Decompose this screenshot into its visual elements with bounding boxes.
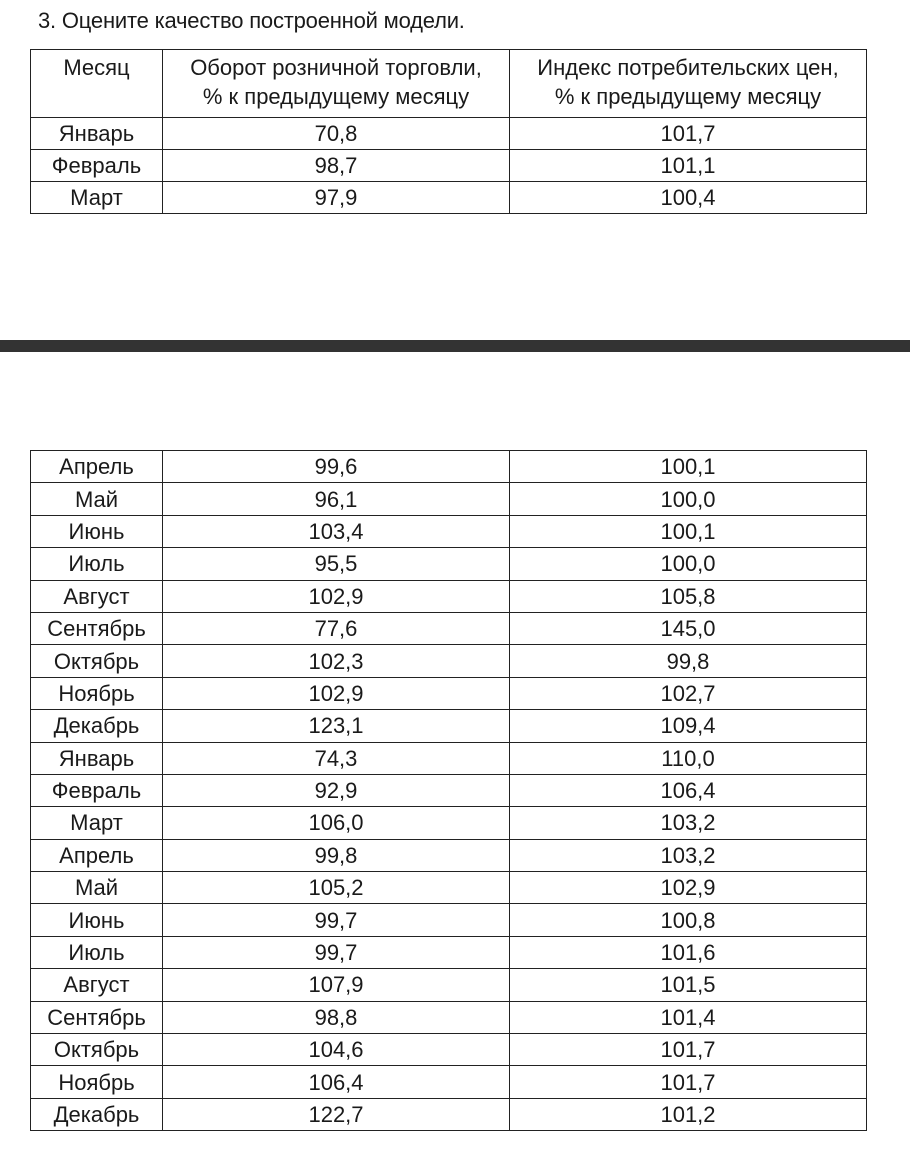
month-cell: Февраль <box>31 150 163 182</box>
table-row <box>31 645 867 677</box>
month-cell: Сентябрь <box>31 1001 163 1033</box>
month-cell: Декабрь <box>31 710 163 742</box>
table-row <box>31 710 867 742</box>
turnover-cell: 107,9 <box>163 969 510 1001</box>
month-cell: Февраль <box>31 774 163 806</box>
header-turnover <box>163 50 510 118</box>
turnover-cell: 106,4 <box>163 1066 510 1098</box>
turnover-cell: 122,7 <box>163 1098 510 1130</box>
table-row <box>31 1066 867 1098</box>
data-table-bottom <box>30 450 867 1131</box>
cpi-cell: 100,1 <box>510 515 867 547</box>
header-cpi-line1: Индекс потребительских цен, <box>537 55 839 80</box>
cpi-cell: 101,6 <box>510 936 867 968</box>
table-row <box>31 677 867 709</box>
table-row <box>31 904 867 936</box>
table-row <box>31 969 867 1001</box>
turnover-cell: 123,1 <box>163 710 510 742</box>
turnover-cell: 92,9 <box>163 774 510 806</box>
table-row <box>31 612 867 644</box>
header-month-label: Месяц <box>63 55 130 80</box>
month-cell: Январь <box>31 118 163 150</box>
turnover-cell: 98,8 <box>163 1001 510 1033</box>
month-cell: Август <box>31 580 163 612</box>
task-heading: 3. Оцените качество построенной модели. <box>38 8 465 33</box>
month-cell: Июнь <box>31 515 163 547</box>
table-row <box>31 1034 867 1066</box>
cpi-cell: 101,1 <box>510 150 867 182</box>
turnover-cell: 95,5 <box>163 548 510 580</box>
header-turnover-line1: Оборот розничной торговли, <box>190 55 482 80</box>
month-cell: Апрель <box>31 451 163 483</box>
turnover-cell: 74,3 <box>163 742 510 774</box>
table-row <box>31 150 867 182</box>
month-cell: Июль <box>31 936 163 968</box>
table-row <box>31 1001 867 1033</box>
cpi-cell: 145,0 <box>510 612 867 644</box>
header-cpi-line2: % к предыдущему месяцу <box>554 84 822 109</box>
turnover-cell: 99,8 <box>163 839 510 871</box>
table-row <box>31 807 867 839</box>
cpi-cell: 100,1 <box>510 451 867 483</box>
cpi-cell: 100,0 <box>510 483 867 515</box>
table-row <box>31 580 867 612</box>
table-row <box>31 774 867 806</box>
table-row <box>31 451 867 483</box>
turnover-cell: 96,1 <box>163 483 510 515</box>
table-body-bottom <box>31 451 867 1131</box>
turnover-cell: 97,9 <box>163 182 510 214</box>
turnover-cell: 106,0 <box>163 807 510 839</box>
month-cell: Ноябрь <box>31 677 163 709</box>
cpi-cell: 110,0 <box>510 742 867 774</box>
month-cell: Май <box>31 483 163 515</box>
cpi-cell: 103,2 <box>510 807 867 839</box>
month-cell: Октябрь <box>31 645 163 677</box>
cpi-cell: 103,2 <box>510 839 867 871</box>
turnover-cell: 99,7 <box>163 936 510 968</box>
turnover-cell: 102,9 <box>163 580 510 612</box>
table-row <box>31 1098 867 1130</box>
turnover-cell: 103,4 <box>163 515 510 547</box>
table-body-top <box>31 118 867 214</box>
data-table-top <box>30 49 867 214</box>
header-turnover-line2: % к предыдущему месяцу <box>202 84 470 109</box>
table-row <box>31 515 867 547</box>
cpi-cell: 101,7 <box>510 1066 867 1098</box>
month-cell: Сентябрь <box>31 612 163 644</box>
cpi-cell: 101,5 <box>510 969 867 1001</box>
table-row <box>31 548 867 580</box>
table-header-row <box>31 50 867 118</box>
header-cpi <box>510 50 867 118</box>
turnover-cell: 70,8 <box>163 118 510 150</box>
month-cell: Апрель <box>31 839 163 871</box>
turnover-cell: 98,7 <box>163 150 510 182</box>
cpi-cell: 105,8 <box>510 580 867 612</box>
turnover-cell: 104,6 <box>163 1034 510 1066</box>
month-cell: Ноябрь <box>31 1066 163 1098</box>
table-row <box>31 118 867 150</box>
month-cell: Май <box>31 872 163 904</box>
cpi-cell: 101,4 <box>510 1001 867 1033</box>
month-cell: Июль <box>31 548 163 580</box>
table-row <box>31 742 867 774</box>
month-cell: Январь <box>31 742 163 774</box>
cpi-cell: 101,7 <box>510 1034 867 1066</box>
month-cell: Октябрь <box>31 1034 163 1066</box>
cpi-cell: 99,8 <box>510 645 867 677</box>
page-divider <box>0 340 910 352</box>
cpi-cell: 100,8 <box>510 904 867 936</box>
table-row <box>31 936 867 968</box>
turnover-cell: 105,2 <box>163 872 510 904</box>
month-cell: Август <box>31 969 163 1001</box>
month-cell: Март <box>31 807 163 839</box>
cpi-cell: 109,4 <box>510 710 867 742</box>
cpi-cell: 106,4 <box>510 774 867 806</box>
cpi-cell: 101,7 <box>510 118 867 150</box>
month-cell: Июнь <box>31 904 163 936</box>
cpi-cell: 100,0 <box>510 548 867 580</box>
cpi-cell: 102,7 <box>510 677 867 709</box>
turnover-cell: 77,6 <box>163 612 510 644</box>
table-row <box>31 182 867 214</box>
header-month <box>31 50 163 118</box>
month-cell: Март <box>31 182 163 214</box>
cpi-cell: 101,2 <box>510 1098 867 1130</box>
table-row <box>31 483 867 515</box>
month-cell: Декабрь <box>31 1098 163 1130</box>
cpi-cell: 102,9 <box>510 872 867 904</box>
table-row <box>31 839 867 871</box>
turnover-cell: 102,9 <box>163 677 510 709</box>
turnover-cell: 99,7 <box>163 904 510 936</box>
turnover-cell: 99,6 <box>163 451 510 483</box>
turnover-cell: 102,3 <box>163 645 510 677</box>
cpi-cell: 100,4 <box>510 182 867 214</box>
table-row <box>31 872 867 904</box>
